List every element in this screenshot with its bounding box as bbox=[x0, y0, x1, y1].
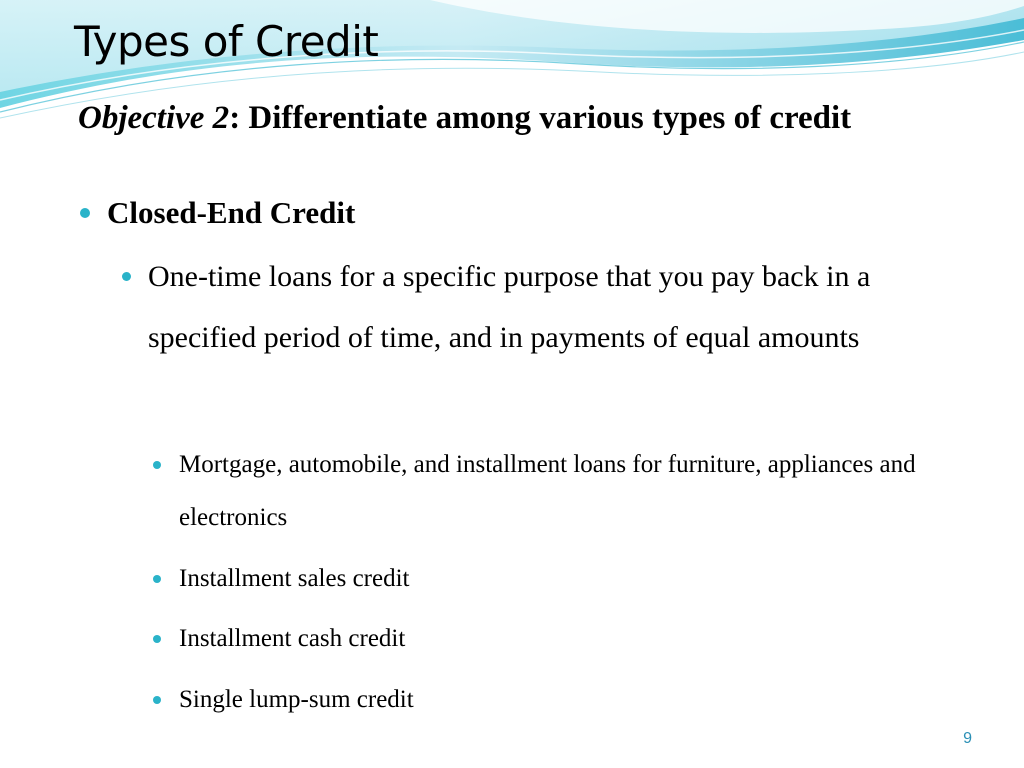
objective-text: : Differentiate among various types of credit bbox=[229, 100, 852, 136]
bullet-text: Installment sales credit bbox=[179, 565, 410, 592]
bullet-text: Installment cash credit bbox=[179, 625, 406, 652]
bullet-dot-icon bbox=[153, 635, 161, 643]
bullet-level3-installment-sales bbox=[153, 552, 943, 605]
bullet-text: One-time loans for a specific purpose that you pay back in a specified period of time, and in payments of equal amounts bbox=[148, 260, 871, 354]
bullet-level1-closed-end-credit bbox=[80, 192, 355, 234]
bullet-dot-icon bbox=[153, 575, 161, 583]
bullet-text: Mortgage, automobile, and installment loans for furniture, appliances and electronics bbox=[179, 451, 916, 531]
slide-number: 9 bbox=[963, 730, 972, 747]
objective-label: Objective 2 bbox=[78, 100, 230, 136]
bullet-dot-icon bbox=[80, 208, 90, 218]
bullet-level3-lump-sum bbox=[153, 673, 943, 726]
bullet-level2-one-time-loans bbox=[122, 246, 922, 368]
bullet-dot-icon bbox=[153, 461, 161, 469]
bullet-text: Single lump-sum credit bbox=[179, 686, 414, 713]
bullet-text: Closed-End Credit bbox=[107, 195, 356, 230]
objective-heading bbox=[78, 96, 988, 140]
bullet-dot-icon bbox=[153, 696, 161, 704]
bullet-dot-icon bbox=[122, 272, 131, 281]
bullet-level3-mortgage bbox=[153, 438, 943, 544]
slide-title: Types of Credit bbox=[74, 17, 379, 66]
bullet-level3-installment-cash bbox=[153, 612, 943, 665]
